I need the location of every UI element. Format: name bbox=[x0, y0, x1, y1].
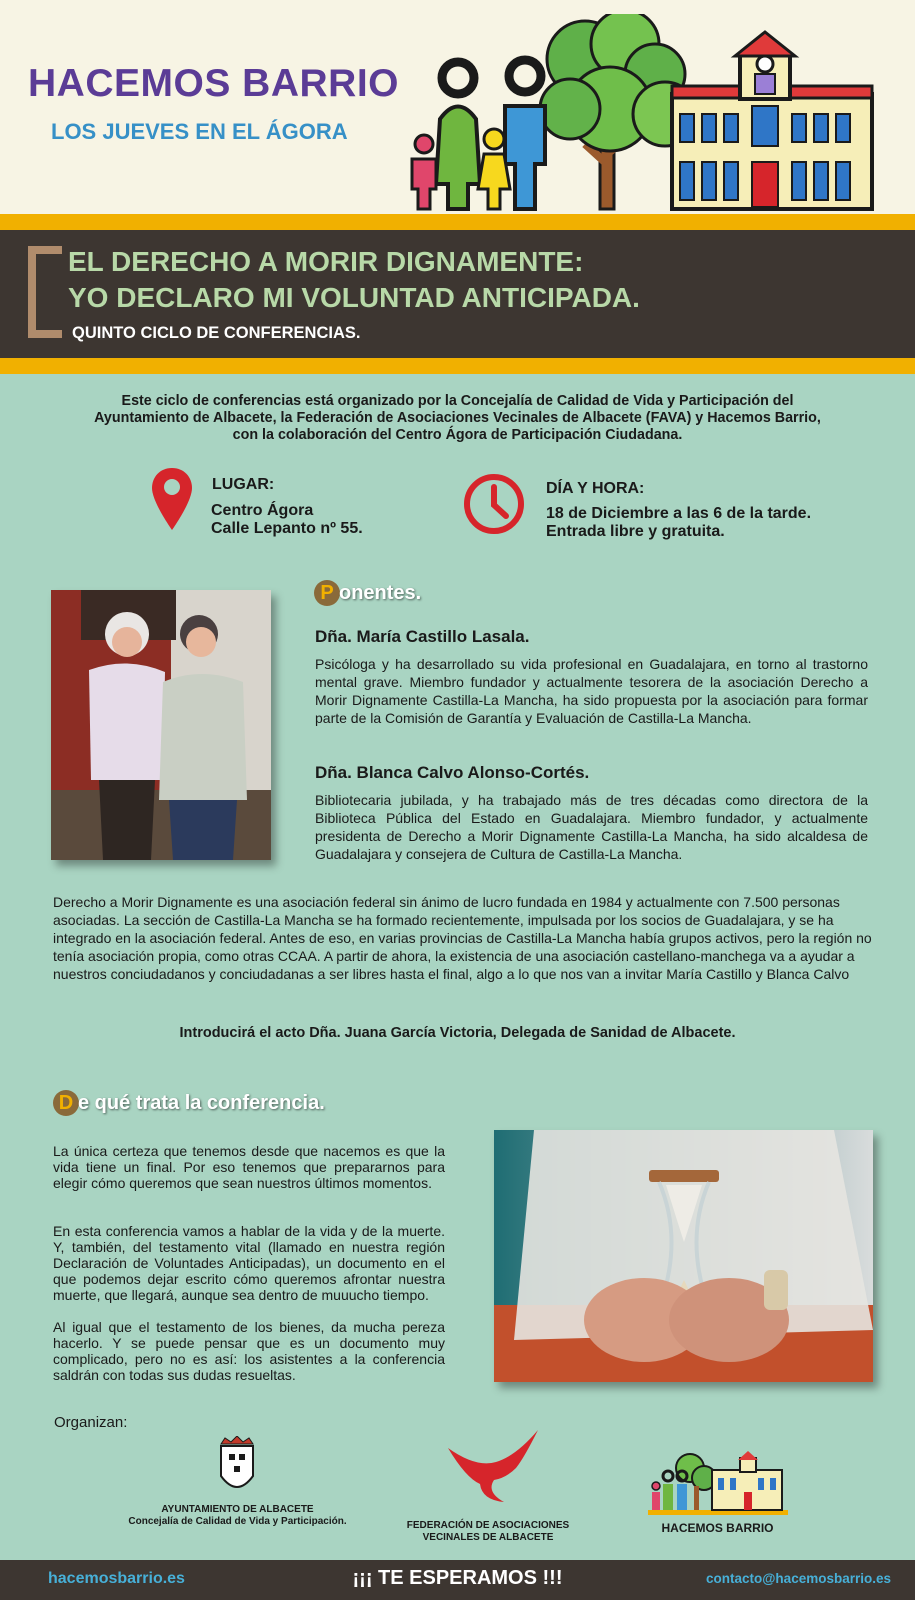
albacete-coat-of-arms-icon bbox=[215, 1436, 259, 1498]
clock-icon bbox=[462, 472, 526, 536]
talk-title bbox=[68, 244, 640, 316]
speakers-heading-initial: P bbox=[314, 580, 340, 606]
speaker2-name: Dña. Blanca Calvo Alonso-Cortés. bbox=[315, 763, 590, 782]
association-text: Derecho a Morir Dignamente es una asociación federal sin ánimo de lucro fundada en 1984 y actualmente con 7.500 personas asociadas. La sección de Castilla-La Mancha se ha formado recientemente, impulsada por los socios de Guadalajara, y se ha integrado en la asociación federal. Antes de eso, en varias provincias de Castilla-La Mancha había grupos activos, pero la región no tenía asociación propia, como otras CCAA. A partir de ahora, la existencia de una asociación castellano-manchega va a ayudar a nuestros conciudadanos y conciudadanas a ser libres hasta el final, algo a lo que nos van a invitar María Castillo y Blanca Calvo bbox=[53, 894, 872, 982]
organizers-label: Organizan: bbox=[54, 1414, 128, 1431]
about-paragraph1: La única certeza que tenemos desde que nacemos es que la vida tiene un final. Por eso tenemos que prepararnos para elegir cómo queremos que sean nuestros últimos momentos. bbox=[53, 1143, 445, 1191]
speakers-photo bbox=[51, 590, 271, 860]
talk-title-block bbox=[0, 230, 915, 358]
place-line2: Calle Lepanto nº 55. bbox=[211, 520, 363, 537]
header bbox=[0, 0, 915, 214]
intro-line1: Este ciclo de conferencias está organizado por la Concejalía de Calidad de Vida y Participación del bbox=[121, 393, 794, 409]
location-pin-icon bbox=[150, 466, 194, 532]
datetime-line2: Entrada libre y gratuita. bbox=[546, 523, 725, 540]
speakers-heading bbox=[314, 580, 421, 606]
speaker1-name: Dña. María Castillo Lasala. bbox=[315, 627, 530, 646]
speaker1-bio: Psicóloga y ha desarrollado su vida profesional en Guadalajara, en torno al trastorno mental grave. Miembro fundador y actualmente tesorera de la asociación Derecho a Morir Dignamente Castilla-La Mancha, ha sido propuesta por la asociación para formar parte de la Comisión de Garantía y Evaluación de Castilla-La Mancha. bbox=[315, 656, 868, 726]
fava-bird-logo-icon bbox=[446, 1428, 546, 1506]
org3-caption: HACEMOS BARRIO bbox=[661, 1521, 774, 1535]
family-tree-building-illustration bbox=[410, 14, 890, 214]
bottom-divider-band bbox=[0, 358, 915, 374]
place-label: LUGAR: bbox=[212, 476, 275, 493]
datetime-label: DÍA Y HORA: bbox=[546, 480, 645, 497]
footer bbox=[0, 1560, 915, 1600]
org1-line2: Concejalía de Calidad de Vida y Participación. bbox=[128, 1516, 347, 1527]
about-heading-initial: D bbox=[53, 1090, 79, 1116]
org1-line1: AYUNTAMIENTO DE ALBACETE bbox=[161, 1504, 314, 1515]
sub-title: LOS JUEVES EN EL ÁGORA bbox=[51, 119, 348, 144]
website-link[interactable]: hacemosbarrio.es bbox=[48, 1570, 185, 1587]
org2-line1: FEDERACIÓN DE ASOCIACIONES bbox=[406, 1520, 570, 1531]
hourglass-photo bbox=[494, 1130, 873, 1382]
hacemos-barrio-logo-icon bbox=[648, 1448, 788, 1516]
place-line1: Centro Ágora bbox=[211, 502, 314, 519]
contact-email-link[interactable]: contacto@hacemosbarrio.es bbox=[706, 1571, 891, 1586]
speaker2-bio: Bibliotecaria jubilada, y ha trabajado más de tres décadas como directora de la Biblioteca Pública del Estado en Guadalajara. Miembro fundador, y actualmente presidenta de Derecho a Morir Dignamente Castilla-La Mancha, ha sido alcaldesa de Guadalajara y consejera de Cultura de Castilla-La Mancha. bbox=[315, 792, 868, 862]
footer-slogan: ¡¡¡ TE ESPERAMOS !!! bbox=[352, 1567, 563, 1589]
talk-title-line1: EL DERECHO A MORIR DIGNAMENTE: bbox=[68, 246, 584, 277]
top-divider-band bbox=[0, 214, 915, 230]
speakers-heading-text: onentes. bbox=[339, 581, 422, 604]
about-heading bbox=[53, 1090, 325, 1116]
family-illustration bbox=[412, 60, 545, 209]
intro-line3: con la colaboración del Centro Ágora de Participación Ciudadana. bbox=[232, 427, 683, 443]
intro-text bbox=[60, 393, 855, 444]
about-paragraph3: Al igual que el testamento de los bienes, da mucha pereza hacerlo. Y se puede pensar que es un documento muy complicado, pero no es así: los asistentes a la conferencia saldrán con todas sus dudas resueltas. bbox=[53, 1319, 445, 1383]
town-hall-illustration bbox=[672, 32, 872, 209]
org2-line2: VECINALES DE ALBACETE bbox=[422, 1532, 554, 1543]
org1-caption bbox=[100, 1504, 375, 1528]
main-title: HACEMOS BARRIO bbox=[28, 62, 400, 105]
about-paragraph2: En esta conferencia vamos a hablar de la vida y de la muerte. Y, también, del testamento vital (llamado en nuestra región Declaración de Voluntades Anticipadas), un documento en el que podemos dejar escrito cómo queremos afrontar nuestra muerte, que llegará, aunque sea dentro de muuucho tiempo. bbox=[53, 1223, 445, 1303]
bracket-decoration bbox=[28, 246, 62, 338]
cycle-label: QUINTO CICLO DE CONFERENCIAS. bbox=[72, 324, 361, 342]
intro-line2: Ayuntamiento de Albacete, la Federación de Asociaciones Vecinales de Albacete (FAVA) y Hacemos Barrio, bbox=[94, 410, 821, 426]
about-heading-text: e qué trata la conferencia. bbox=[78, 1091, 325, 1114]
datetime-line1: 18 de Diciembre a las 6 de la tarde. bbox=[546, 505, 812, 522]
org2-caption bbox=[378, 1520, 598, 1544]
talk-title-line2: YO DECLARO MI VOLUNTAD ANTICIPADA. bbox=[68, 282, 640, 313]
presenter-text: Introducirá el acto Dña. Juana García Victoria, Delegada de Sanidad de Albacete. bbox=[179, 1025, 736, 1041]
